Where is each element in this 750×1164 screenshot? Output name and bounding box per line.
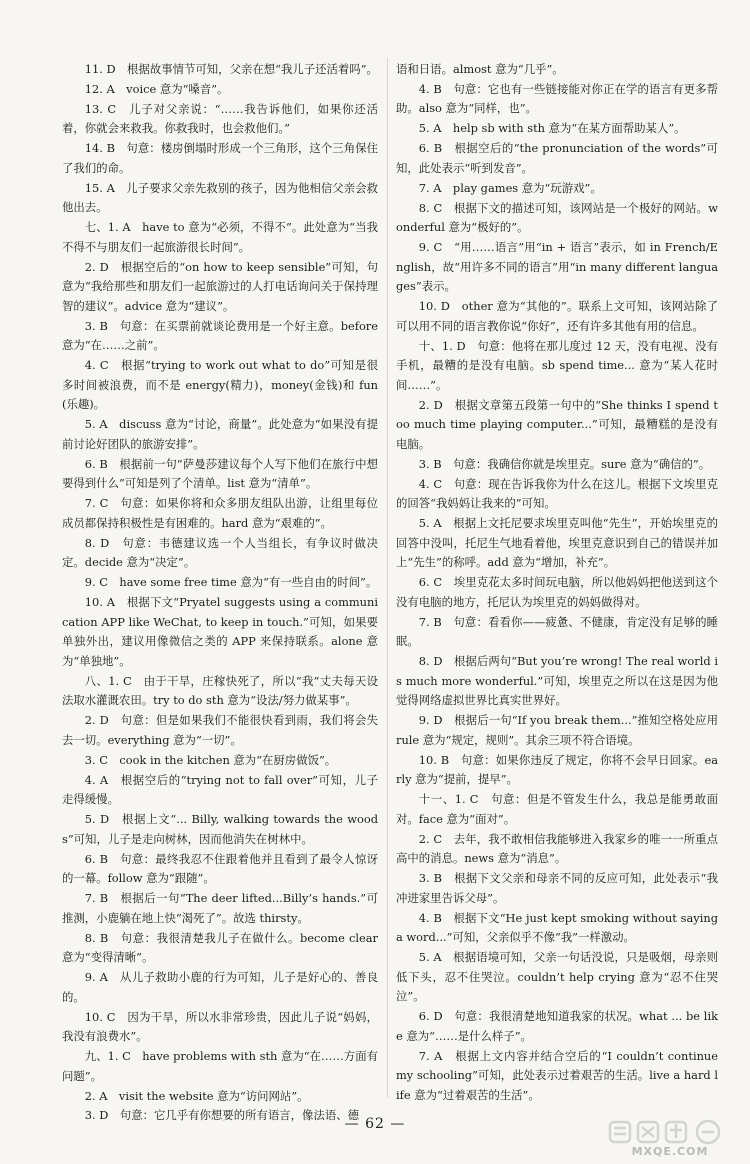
answer-paragraph: 3. B 句意：我确信你就是埃里克。sure 意为“确信的”。 bbox=[418, 456, 711, 471]
answer-paragraph: 7. B 句意：看看你——疲惫、不健康，肯定没有足够的睡眠。 bbox=[396, 614, 718, 649]
answer-paragraph: 4. C 句意：现在告诉我你为什么在这儿。根据下文埃里克的回答“我妈妈让我来的”可知。 bbox=[396, 476, 718, 511]
answer-paragraph: 5. D 根据上文“... Billy, walking towards the woods”可知，儿子是走向树林，因而他消失在树林中。 bbox=[62, 812, 378, 846]
answer-paragraph: 9. A 从儿子救助小鹿的行为可知，儿子是好心的、善良的。 bbox=[62, 970, 378, 1004]
answer-paragraph: 9. C have some free time 意为“有一些自由的时间”。 bbox=[84, 575, 378, 590]
answer-paragraph: 8. D 句意：韦德建议选一个人当组长，有争议时做决定。decide 意为“决定”。 bbox=[62, 535, 378, 570]
answer-paragraph: 3. D 句意：它几乎有你想要的所有语言，像法语、德 bbox=[84, 1108, 360, 1123]
answer-paragraph: 7. A play games 意为“玩游戏”。 bbox=[418, 180, 602, 195]
answer-paragraph: 2. A visit the website 意为“访问网站”。 bbox=[84, 1088, 309, 1103]
answer-paragraph: 3. B 句意：在买票前就谈论费用是一个好主意。before 意为“在……之前”。 bbox=[62, 318, 378, 353]
answer-paragraph: 13. C 儿子对父亲说：“……我告诉他们，如果你还活着，你就会来救我。你救我时，也会救他们。” bbox=[62, 101, 378, 136]
answer-paragraph: 3. B 根据下文父亲和母亲不同的反应可知，此处表示“我冲进家里告诉父母”。 bbox=[396, 871, 718, 905]
answer-paragraph: 6. B 根据空后的“the pronunciation of the words”可知，此处表示“听到发音”。 bbox=[396, 141, 718, 175]
answer-paragraph: 11. D 根据故事情节可知，父亲在想“我儿子还活着吗”。 bbox=[84, 62, 378, 76]
answer-paragraph: 十、1. D 句意：他将在那儿度过 12 天，没有电视、没有手机，最糟的是没有电脑。sb spend time... 意为“某人花时间……”。 bbox=[396, 338, 718, 392]
answer-paragraph: 8. D 根据后两句“But you’re wrong! The real world is much more wonderful.”可知，埃里克之所以在这是因为他觉得网络虚拟世界比真实世界好。 bbox=[396, 654, 718, 708]
answer-paragraph: 5. A 根据语境可知，父亲一句话没说，只是吸烟，母亲则低下头，忍不住哭泣。couldn’t help crying 意为“忍不住哭泣”。 bbox=[396, 950, 718, 1004]
answer-paragraph: 5. A discuss 意为“讨论，商量”。此处意为“如果没有提前讨论好团队的旅游安排”。 bbox=[62, 417, 378, 451]
column-divider bbox=[387, 58, 388, 1098]
answer-paragraph: 10. A 根据下文“Pryatel suggests using a communication APP like WeChat, to keep in touch.”可知，如果要单独外出，建议用像微信之类的 APP 来保持联系。alone 意为“单独地”。 bbox=[62, 595, 378, 668]
answer-paragraph: 语和日语。almost 意为“几乎”。 bbox=[396, 62, 564, 76]
answer-paragraph: 6. C 埃里克花太多时间玩电脑，所以他妈妈把他送到这个没有电脑的地方，托尼认为埃里克的妈妈做得对。 bbox=[396, 575, 718, 609]
answer-paragraph: 八、1. C 由于干旱，庄稼快死了，所以“我”丈夫每天设法取水灌溉农田。try to do sth 意为“设法/努力做某事”。 bbox=[62, 673, 378, 708]
answer-paragraph: 2. C 去年，我不敢相信我能够进入我家乡的唯一一所重点高中的消息。news 意为“消息”。 bbox=[396, 831, 718, 866]
answer-paragraph: 8. C 根据下文的描述可知，该网站是一个极好的网站。wonderful 意为“极好的”。 bbox=[396, 200, 718, 235]
answer-paragraph: 十一、1. C 句意：但是不管发生什么，我总是能勇敢面对。face 意为“面对”。 bbox=[396, 792, 718, 826]
answer-paragraph: 4. B 根据下文“He just kept smoking without saying a word...”可知，父亲似乎不像“我”一样激动。 bbox=[396, 910, 718, 945]
answer-paragraph: 2. D 句意：但是如果我们不能很快看到雨，我们将会失去一切。everything 意为“一切”。 bbox=[62, 713, 378, 747]
page-number: — 62 — bbox=[344, 1116, 406, 1132]
answer-paragraph: 15. A 儿子要求父亲先救别的孩子，因为他相信父亲会救他出去。 bbox=[62, 180, 378, 215]
answer-paragraph: 4. C 根据“trying to work out what to do”可知是很多时间被浪费，而不是 energy(精力)，money(金钱)和 fun(乐趣)。 bbox=[62, 358, 378, 412]
answer-paragraph: 七、1. A have to 意为“必须，不得不”。此处意为“当我不得不与朋友们一起旅游很长时间”。 bbox=[62, 220, 378, 254]
answer-paragraph: 6. B 句意：最终我忍不住跟着他并且看到了最令人惊讶的一幕。follow 意为“跟随”。 bbox=[62, 851, 378, 886]
answer-paragraph: 10. D other 意为“其他的”。联系上文可知，该网站除了可以用不同的语言教你说“你好”，还有许多其他有用的信息。 bbox=[396, 299, 718, 333]
answer-paragraph: 2. D 根据文章第五段第一句中的“She thinks I spend too much time playing computer...”可知，最糟糕的是没有电脑。 bbox=[396, 397, 718, 451]
answer-paragraph: 9. C “用……语言”用“in + 语言”表示，如 in French/English，故“用许多不同的语言”用“in many different languages”表示。 bbox=[396, 240, 718, 294]
svg-text:MXQE.COM: MXQE.COM bbox=[631, 1145, 709, 1158]
answer-paragraph: 9. D 根据后一句“If you break them...”推知空格处应用 rule 意为“规定，规则”。其余三项不符合语境。 bbox=[396, 713, 718, 747]
left-column bbox=[62, 60, 378, 1126]
answer-paragraph: 10. C 因为干旱，所以水非常珍贵，因此儿子说“妈妈，我没有浪费水”。 bbox=[62, 1009, 378, 1044]
answer-paragraph: 5. A 根据上文托尼要求埃里克叫他“先生”，开始埃里克的回答中没叫，托尼生气地看着他，埃里克意识到自己的错误并加上“先生”的称呼。add 意为“增加，补充”。 bbox=[396, 516, 718, 570]
answer-paragraph: 九、1. C have problems with sth 意为“在……方面有问题”。 bbox=[62, 1049, 378, 1083]
watermark-logo bbox=[604, 1118, 736, 1158]
answer-paragraph: 10. B 句意：如果你违反了规定，你将不会早日回家。early 意为“提前，提早”。 bbox=[396, 752, 718, 787]
answer-paragraph: 7. B 根据后一句“The deer lifted...Billy’s hands.”可推测，小鹿躺在地上快“渴死了”。故选 thirsty。 bbox=[62, 891, 378, 925]
answer-paragraph: 6. D 句意：我很清楚地知道我家的状况。what ... be like 意为“……是什么样子”。 bbox=[396, 1009, 718, 1043]
answer-paragraph: 2. D 根据空后的“on how to keep sensible”可知，句意为“我给那些和朋友们一起旅游过的人打电话询问关于保持理智的建议”。advice 意为“建议”。 bbox=[62, 259, 378, 313]
answer-paragraph: 7. A 根据上文内容并结合空后的“I couldn’t continue my schooling”可知，此处表示过着艰苦的生活。live a hard life 意为“过着艰苦的生活”。 bbox=[396, 1048, 718, 1102]
answer-paragraph: 7. C 句意：如果你将和众多朋友组队出游，让组里每位成员都保持积极性是有困难的。hard 意为“艰难的”。 bbox=[62, 496, 378, 530]
answer-paragraph: 12. A voice 意为“嗓音”。 bbox=[84, 81, 229, 96]
answer-paragraph: 14. B 句意：楼房倒塌时形成一个三角形，这个三角保住了我们的命。 bbox=[62, 141, 378, 175]
answer-paragraph: 4. A 根据空后的“trying not to fall over”可知，儿子走得缓慢。 bbox=[62, 772, 378, 807]
answer-paragraph: 6. B 根据前一句“萨曼莎建议每个人写下他们在旅行中想要得到什么”可知是列了个清单。list 意为“清单”。 bbox=[62, 456, 378, 491]
answer-paragraph: 5. A help sb with sth 意为“在某方面帮助某人”。 bbox=[418, 121, 686, 136]
answer-paragraph: 4. B 句意：它也有一些链接能对你正在学的语言有更多帮助。also 意为“同样，也”。 bbox=[396, 81, 718, 116]
answer-paragraph: 3. C cook in the kitchen 意为“在厨房做饭”。 bbox=[84, 752, 337, 767]
answer-paragraph: 8. B 句意：我很清楚我儿子在做什么。become clear 意为“变得清晰”。 bbox=[62, 930, 378, 965]
right-column bbox=[396, 60, 718, 1106]
